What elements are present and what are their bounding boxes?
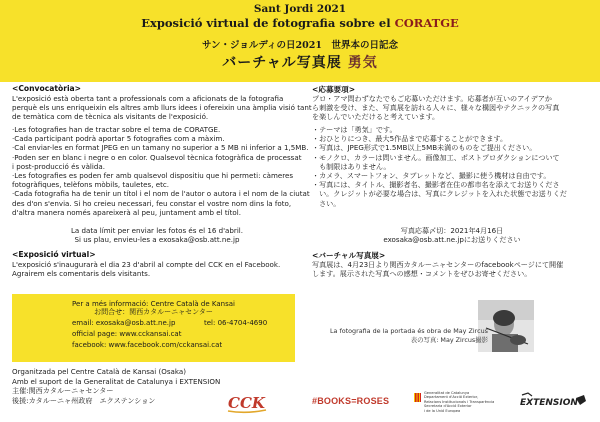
jp-rule-line: さい。 <box>312 198 341 208</box>
extension-logo-text: EXTENSION <box>520 398 578 408</box>
rule-line: ·Cada fotografia ha de tenir un títol i el nom de l'autor o autora i el nom de la ciutat <box>12 189 310 199</box>
photo-caption: La fotografia de la portada és obra de May Zircus <box>329 327 488 335</box>
jp-rule-line: ・写真は、JPEG形式で1.5MB以上5MB未満のものをご提出ください。 <box>312 143 537 153</box>
boshu-text <box>312 94 597 122</box>
jp-rule-line: ・カメラ、スマートフォン、タブレットなど、撮影に使う機材は自由です。 <box>312 171 551 181</box>
info-email[interactable]: email: exosaka@osb.att.ne.jp <box>72 319 176 327</box>
generalitat-line: Relacions Institucionals i Transparència <box>424 399 495 404</box>
cck-logo-text: CCK <box>228 394 265 412</box>
jp-deadline-block <box>312 226 592 244</box>
info-tel: tel: 06-4704-4690 <box>204 319 268 327</box>
virtual-line: L'exposició s'inaugurarà el dia 23 d'abril al compte del CCK en el Facebook. <box>12 260 281 269</box>
japanese-title-main: バーチャル写真展 <box>222 55 342 71</box>
footer-line: Organitzada pel Centre Català de Kansai (Osaka) <box>12 367 186 376</box>
rules-list <box>12 125 312 217</box>
exhibition-theme: CORATGE <box>394 16 459 30</box>
rule-line: ·Cada participant podrà aportar 5 fotografies com a màxim. <box>12 134 225 144</box>
japanese-title <box>0 52 600 72</box>
boshu-line: ら刺激を受け、また、写真展を訪れる人々に、様々な構図やテクニックの写真 <box>312 103 560 113</box>
convocatoria-line: L'exposició està oberta tant a professionals com a aficionats de la fotografia <box>12 94 284 103</box>
boshu-heading: <応募要項> <box>312 85 356 94</box>
convocatoria-text <box>12 94 312 122</box>
generalitat-line: Generalitat de Catalunya <box>424 391 470 395</box>
footer-line: Amb el suport de la Generalitat de Catalunya i EXTENSION <box>12 376 221 386</box>
info-official-page[interactable]: official page: www.cckansai.cat <box>72 330 182 338</box>
exhibition-title-prefix: Exposició virtual de fotografia sobre el <box>141 16 395 30</box>
senyera-icon <box>414 393 421 402</box>
boshu-line: プロ・アマ問わずなたでもご応募いただけます。応募者が互いのアイデアか <box>312 94 552 103</box>
rule-line: ·Les fotografies han de tractar sobre el tema de CORATGE. <box>12 125 221 134</box>
generalitat-line: i de la Unió Europea <box>424 408 461 413</box>
generalitat-line: Departament d'Acció Exterior, <box>424 395 479 400</box>
convocatoria-line: de temàtica com de tècnica als visitants de l'exposició. <box>12 112 209 122</box>
photo-caption-jp: 表の写真: May Zircus撮影 <box>410 336 488 344</box>
rule-line: ·Poden ser en blanc i negre o en color. Qualsevol tècnica fotogràfica de processat <box>12 152 302 162</box>
jp-deadline-line: 写真応募〆切：2021年4月16日 <box>400 226 504 235</box>
virtual-heading: <Exposició virtual> <box>12 250 96 259</box>
jp-rule-line: ・おひとりにつき、最大5作品まで応募することができます。 <box>312 134 508 144</box>
jp-rule-line: ・モノクロ、カラーは問いません。画像加工、ポストプロダクションについて <box>312 152 560 162</box>
generalitat-line: Secretaria d'Acció Exterior <box>424 404 472 409</box>
boshu-line: を楽しんでいただけると考えています。 <box>312 112 440 122</box>
exhibition-title <box>0 16 600 30</box>
event-title: Sant Jordi 2021 <box>253 3 347 15</box>
header-band <box>0 0 600 82</box>
jp-deadline-email-line: exosaka@osb.att.ne.jpにお送りください <box>383 235 521 245</box>
jp-rules-list <box>312 125 597 208</box>
virtual-line: Agrairem els comentaris dels visitants. <box>12 269 151 279</box>
rule-line: des d'on s'envia. Si ho creieu necessari, feu constar el vostre nom dins la foto, <box>12 198 292 208</box>
violinist-photo-illustration <box>478 300 534 352</box>
japanese-subtitle: サン・ジョルディの日2021 世界本の日記念 <box>201 40 399 51</box>
generalitat-logo <box>414 391 496 417</box>
books-roses-text: #BOOKS=ROSES <box>312 396 390 406</box>
japanese-theme: 勇気 <box>347 55 378 71</box>
cover-photo <box>478 300 534 352</box>
rule-line: d'altra manera només apareixerà al peu, juntament amb el títol. <box>12 207 241 217</box>
generalitat-text <box>424 391 496 413</box>
jp-rule-line: い。クレジットが必要な場合は、写真にクレジットを入れた状態でお送りくだ <box>312 189 568 199</box>
jp-rule-line: ・テーマは「勇気」です。 <box>312 125 397 134</box>
jp-virtual-heading: <バーチャル写真展> <box>312 251 386 260</box>
deadline-line: La data límit per enviar les fotos és el 16 d'abril. <box>70 226 244 235</box>
jp-rule-line: ・写真には、タイトル、撮影者名、撮影者在住の都市名を添えてお送りくださ <box>312 180 560 190</box>
rule-line: ·Cal enviar-les en format JPEG en un tamany no superior a 5 MB ni inferior a 1,5MB. <box>12 143 309 153</box>
virtual-text <box>12 260 312 278</box>
info-box <box>12 294 295 362</box>
footer-line: 主催:関西カタルーニャセンター <box>12 386 114 396</box>
info-facebook[interactable]: facebook: www.facebook.com/cckansai.cat <box>72 341 223 349</box>
jp-virtual-line: 写真展は、4月23日より関西カタルーニャセンターのfacebookページにて開催 <box>312 260 564 269</box>
convocatoria-heading: <Convocatòria> <box>12 84 82 93</box>
rule-line: fotogràfiques, telèfons mòbils, tauletes, etc. <box>12 180 170 190</box>
deadline-block <box>12 226 302 244</box>
info-heading: Per a més informació: Centre Català de Kansai <box>72 300 235 308</box>
info-heading-jp: お問合せ：関西カタルーニャセンター <box>94 308 213 316</box>
jp-rule-line: も制限はありません。 <box>312 161 391 171</box>
books-roses-logo <box>312 396 390 410</box>
cck-logo <box>226 392 276 414</box>
jp-virtual-text <box>312 260 597 278</box>
footer-line: 後援:カタルーニャ州政府 エクステンション <box>12 395 156 405</box>
rule-line: ·Les fotografies es poden fer amb qualsevol dispositiu que hi permeti: càmeres <box>12 171 294 181</box>
convocatoria-line: perquè els uns enriqueixin els altres amb llurs idees i ofereixin una àmplia visió tant <box>12 103 312 113</box>
jp-virtual-line: します。展示された写真への感想・コメントをぜひお寄せください。 <box>312 269 532 279</box>
rule-line: i post-producció és vàlida. <box>12 161 105 171</box>
extension-logo <box>518 392 590 410</box>
deadline-email-line: Si us plau, envieu-les a exosaka@osb.att.ne.jp <box>74 235 240 245</box>
